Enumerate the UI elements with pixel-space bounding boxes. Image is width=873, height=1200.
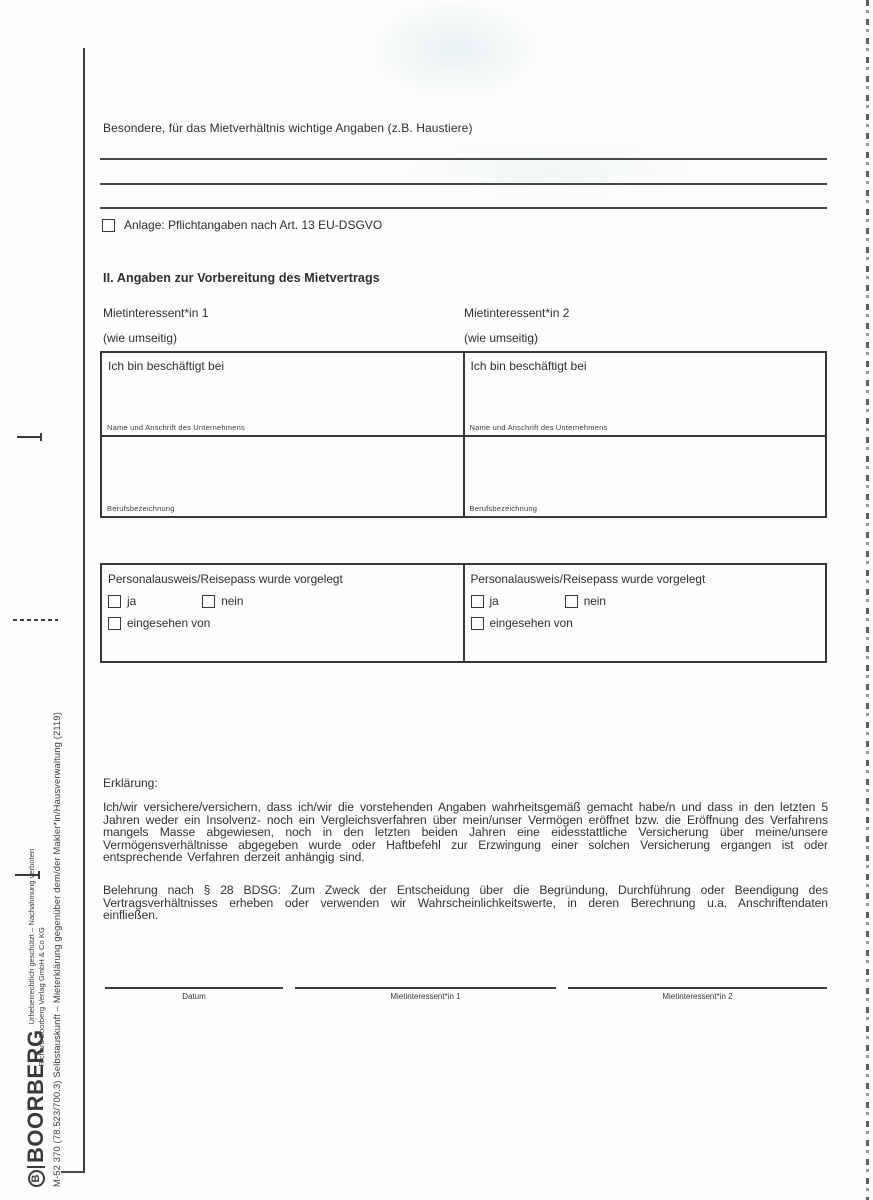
id-check-table [100, 563, 827, 663]
employer-field-label-1: Name und Anschrift des Unternehmens [107, 423, 245, 432]
special-info-line-3[interactable] [100, 207, 827, 209]
signature-applicant1-field[interactable] [295, 987, 556, 1001]
declaration-text: Ich/wir versichere/versichern, dass ich/wir die vorstehenden Angaben wahrheitsgemäß gemacht habe/n und dass in den letzten 5 Jahren weder ein Insolvenz- noch ein Vergleichsverfahren über mein/unser Vermögen eröffnet bzw. die Eröffnung des Verfahrens mangels Masse abgewiesen, noch in den letzten beiden Jahren eine eidesstattliche Versicherung über meine/unsere Vermögensverhältnisse abgegeben wurde oder Haftbefehl zur Erzwingung einer solchen Versicherung ergangen ist oder entsprechende Verfahren derzeit anhängig sind. [103, 800, 828, 864]
id-check-col-applicant2 [463, 565, 826, 661]
page-edge-perforation [866, 0, 869, 1200]
id-check-title-2: Personalausweis/Reisepass wurde vorgelegt [470, 572, 706, 586]
employer-field-area-2[interactable] [465, 353, 826, 437]
signature-date-label: Datum [182, 992, 206, 1001]
employment-prompt-1: Ich bin beschäftigt bei [108, 359, 225, 373]
id-yes-label-2: ja [489, 594, 499, 608]
employment-col-applicant1 [102, 353, 463, 516]
applicant2-header: Mietinteressent*in 2 [464, 306, 570, 320]
id-inspected-checkbox-2[interactable] [471, 617, 484, 630]
id-no-label-2: nein [583, 594, 606, 608]
scan-edge-line-foot [61, 1171, 85, 1173]
employer-field-area-1[interactable] [102, 353, 463, 437]
logo-separator [27, 1166, 45, 1168]
special-info-line-1[interactable] [100, 158, 827, 160]
id-check-col-applicant1 [102, 565, 463, 661]
applicant1-header: Mietinteressent*in 1 [103, 306, 209, 320]
job-title-field-label-1: Berufsbezeichnung [107, 504, 175, 513]
form-code-line: M-52 370 (78.523/700.3) Selbstauskunft – Mieterklärung gegenüber dem/der Makler*in/Hausverwaltung (2119) [51, 711, 62, 1187]
scan-edge-line [83, 48, 85, 1172]
id-yes-label-1: ja [127, 594, 137, 608]
attachment-checkbox[interactable] [102, 219, 115, 232]
applicant2-subheader: (wie umseitig) [464, 331, 539, 345]
scan-smudge [370, 0, 540, 100]
special-info-label: Besondere, für das Mietverhältnis wichtige Angaben (z.B. Haustiere) [103, 121, 473, 135]
id-no-checkbox-2[interactable] [565, 595, 578, 608]
signature-applicant1-label: Mietinteressent*in 1 [390, 992, 461, 1001]
id-no-label-1: nein [221, 594, 244, 608]
boorberg-logo-name: BOORBERG [23, 1029, 48, 1163]
job-title-field-area-2[interactable] [465, 437, 826, 516]
id-no-checkbox-1[interactable] [202, 595, 215, 608]
employment-col-applicant2 [463, 353, 826, 516]
id-inspected-label-2: eingesehen von [489, 616, 573, 630]
id-check-title-1: Personalausweis/Reisepass wurde vorgelegt [108, 572, 343, 586]
special-info-line-2[interactable] [100, 183, 827, 185]
attachment-row [102, 218, 382, 232]
fold-mark [17, 436, 41, 438]
declaration-heading: Erklärung: [103, 776, 158, 790]
employer-field-label-2: Name und Anschrift des Unternehmens [469, 423, 608, 432]
job-title-field-label-2: Berufsbezeichnung [469, 504, 538, 513]
id-yes-checkbox-1[interactable] [108, 595, 121, 608]
copyright-line-1: Urheberrechtlich geschützt – Nachahmung verboten [27, 848, 36, 1025]
applicant1-subheader: (wie umseitig) [103, 331, 178, 345]
id-yes-checkbox-2[interactable] [471, 595, 484, 608]
employment-prompt-2: Ich bin beschäftigt bei [470, 359, 587, 373]
signature-date-field[interactable] [105, 987, 283, 1001]
instruction-text: Belehrung nach § 28 BDSG: Zum Zweck der Entscheidung über die Begründung, Durchführung oder Beendigung des Vertragsverhältnisses erheben oder verwenden wir Wahrscheinlichkeitswerte, in deren Berechnung u.a. Anschriftendaten einfließen. [103, 883, 828, 922]
signature-applicant2-label: Mietinteressent*in 2 [662, 992, 733, 1001]
scan-smudge [400, 140, 700, 200]
publisher-imprint [25, 675, 62, 1187]
employment-table [100, 351, 827, 518]
id-inspected-checkbox-1[interactable] [108, 617, 121, 630]
boorberg-logo-b-icon: B [28, 1170, 45, 1187]
id-inspected-label-1: eingesehen von [127, 616, 211, 630]
copyright-line-2: Richard Boorberg Verlag GmbH & Co KG [37, 927, 46, 1067]
fold-mark-dashed [13, 619, 58, 621]
section-heading: II. Angaben zur Vorbereitung des Mietvertrags [103, 271, 380, 285]
signature-applicant2-field[interactable] [568, 987, 827, 1001]
attachment-checkbox-label: Anlage: Pflichtangaben nach Art. 13 EU-DSGVO [124, 218, 383, 232]
job-title-field-area-1[interactable] [102, 437, 463, 516]
